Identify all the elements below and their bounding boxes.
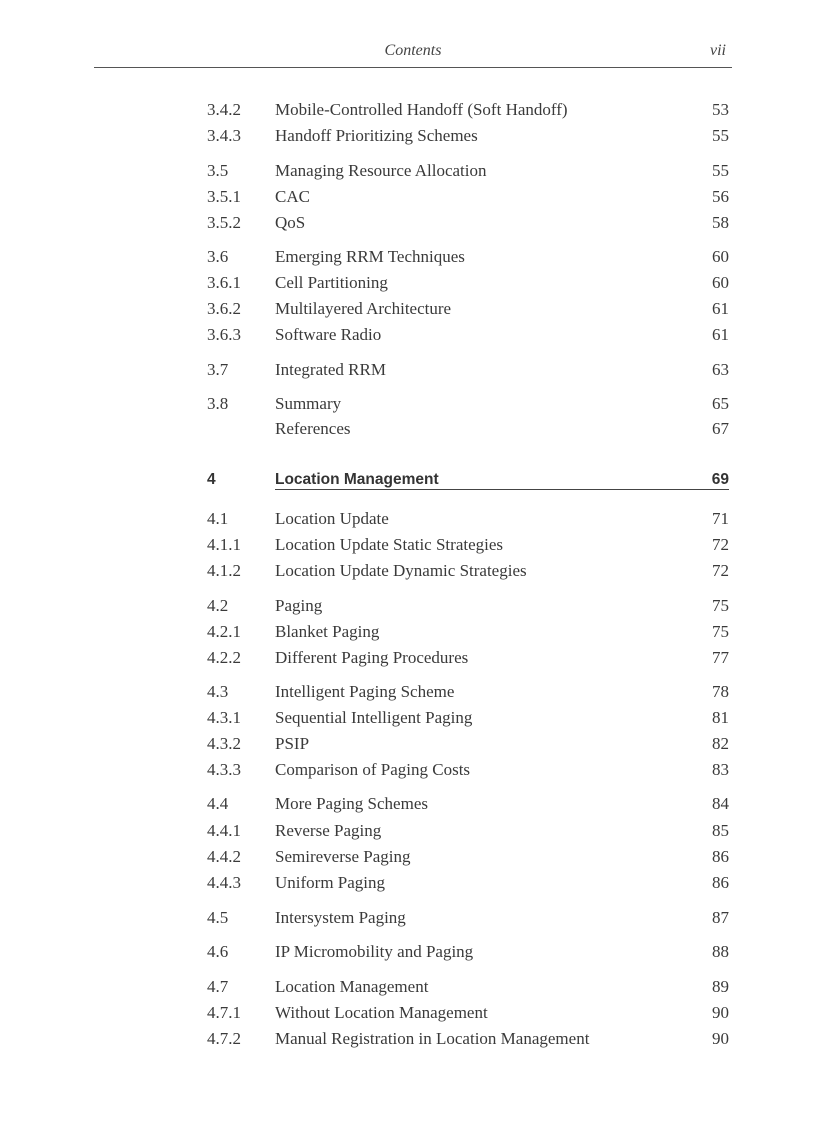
section-title: References [275,419,351,438]
section-title: Manual Registration in Location Management [275,1029,590,1048]
toc-entry[interactable] [0,906,816,930]
section-number: 4.1.1 [207,535,241,554]
toc-entry[interactable] [0,159,816,183]
section-number: 4.6 [207,942,229,961]
section-title: Summary [275,394,342,413]
section-number: 4.1 [207,509,229,528]
section-number: 4.7 [207,977,229,996]
toc-entry[interactable] [0,124,816,148]
section-title: Semireverse Paging [275,847,411,866]
toc-entry[interactable] [0,706,816,730]
toc-entry[interactable] [0,792,816,816]
section-title: Emerging RRM Techniques [275,247,465,266]
section-page: 85 [712,821,729,840]
section-number: 3.6 [207,247,229,266]
toc-entry[interactable] [0,271,816,295]
toc-entry[interactable] [0,323,816,347]
section-number: 3.7 [207,360,229,379]
section-page: 56 [712,187,729,206]
toc-entry[interactable] [0,559,816,583]
toc-entry[interactable] [0,975,816,999]
section-title: Location Update Static Strategies [275,535,504,554]
toc-entry[interactable] [0,594,816,618]
section-page: 53 [712,100,729,119]
section-title: Mobile-Controlled Handoff (Soft Handoff) [275,100,568,119]
section-number: 4.3.1 [207,708,241,727]
section-title: Location Management [275,977,429,996]
section-page: 75 [712,622,729,641]
section-page: 55 [712,161,729,180]
toc-entry[interactable] [0,98,816,122]
toc-entry[interactable] [0,940,816,964]
toc-entry[interactable] [0,417,816,441]
header-page-number: vii [710,42,726,59]
toc-entry[interactable] [0,758,816,782]
section-number: 4.7.2 [207,1029,241,1048]
toc-entry[interactable] [0,245,816,269]
running-header [94,40,732,68]
section-page: 82 [712,734,729,753]
section-number: 4.2 [207,596,229,615]
section-title: Software Radio [275,325,382,344]
section-number: 4.3 [207,682,229,701]
section-number: 3.6.2 [207,299,241,318]
section-page: 87 [712,908,729,927]
section-number: 4.4.1 [207,821,241,840]
section-page: 81 [712,708,729,727]
section-number: 4.4.2 [207,847,241,866]
section-page: 61 [712,299,729,318]
toc-entry[interactable] [0,646,816,670]
section-title: Handoff Prioritizing Schemes [275,126,478,145]
section-title: Location Update [275,509,389,528]
section-page: 61 [712,325,729,344]
section-page: 84 [712,794,729,813]
section-number: 4.5 [207,908,229,927]
section-page: 90 [712,1029,729,1048]
section-title: Sequential Intelligent Paging [275,708,473,727]
chapter-rule [275,489,729,490]
section-title: Location Update Dynamic Strategies [275,561,527,580]
toc-entry[interactable] [0,1001,816,1025]
section-number: 3.4.2 [207,100,241,119]
section-title: Blanket Paging [275,622,380,641]
toc-entry[interactable] [0,845,816,869]
header-title: Contents [384,42,442,59]
section-title: Cell Partitioning [275,273,388,292]
section-title: Intelligent Paging Scheme [275,682,455,701]
section-page: 75 [712,596,729,615]
toc-entry[interactable] [0,680,816,704]
section-title: Intersystem Paging [275,908,406,927]
toc-entry[interactable] [0,507,816,531]
section-page: 58 [712,213,729,232]
toc-entry[interactable] [0,620,816,644]
chapter-heading[interactable] [207,467,729,493]
section-number: 4.2.2 [207,648,241,667]
section-title: Managing Resource Allocation [275,161,487,180]
section-number: 4.2.1 [207,622,241,641]
chapter-title: Location Management [275,471,439,488]
section-number: 3.5 [207,161,229,180]
toc-entry[interactable] [0,297,816,321]
toc-entry[interactable] [0,392,816,416]
section-page: 83 [712,760,729,779]
toc-entry[interactable] [0,1027,816,1051]
section-page: 78 [712,682,729,701]
section-number: 3.6.1 [207,273,241,292]
section-number: 4.7.1 [207,1003,241,1022]
section-page: 63 [712,360,729,379]
section-page: 71 [712,509,729,528]
section-title: Without Location Management [275,1003,488,1022]
section-page: 55 [712,126,729,145]
section-title: Integrated RRM [275,360,386,379]
section-number: 4.1.2 [207,561,241,580]
section-number: 4.3.3 [207,760,241,779]
section-title: More Paging Schemes [275,794,428,813]
section-title: CAC [275,187,310,206]
toc-entry[interactable] [0,533,816,557]
section-title: Comparison of Paging Costs [275,760,471,779]
toc-entry[interactable] [0,211,816,235]
toc-entry[interactable] [0,185,816,209]
toc-entry[interactable] [0,732,816,756]
section-number: 4.3.2 [207,734,241,753]
section-number: 3.5.2 [207,213,241,232]
section-number: 3.8 [207,394,229,413]
section-title: IP Micromobility and Paging [275,942,474,961]
section-page: 72 [712,561,729,580]
section-page: 72 [712,535,729,554]
section-page: 67 [712,419,729,438]
section-number: 3.6.3 [207,325,241,344]
section-title: Multilayered Architecture [275,299,452,318]
section-title: Different Paging Procedures [275,648,469,667]
section-page: 65 [712,394,729,413]
section-page: 86 [712,873,729,892]
section-title: Paging [275,596,323,615]
chapter-number: 4 [207,471,216,488]
section-number: 4.4 [207,794,229,813]
section-number: 3.5.1 [207,187,241,206]
section-title: PSIP [275,734,310,753]
section-page: 90 [712,1003,729,1022]
section-title: Reverse Paging [275,821,382,840]
section-page: 89 [712,977,729,996]
section-number: 3.4.3 [207,126,241,145]
toc-entry[interactable] [0,358,816,382]
section-title: QoS [275,213,306,232]
toc-entry[interactable] [0,871,816,895]
chapter-page: 69 [711,471,729,488]
section-page: 88 [712,942,729,961]
section-page: 86 [712,847,729,866]
section-page: 60 [712,273,729,292]
section-number: 4.4.3 [207,873,241,892]
section-page: 60 [712,247,729,266]
section-page: 77 [712,648,729,667]
section-title: Uniform Paging [275,873,386,892]
toc-entry[interactable] [0,819,816,843]
